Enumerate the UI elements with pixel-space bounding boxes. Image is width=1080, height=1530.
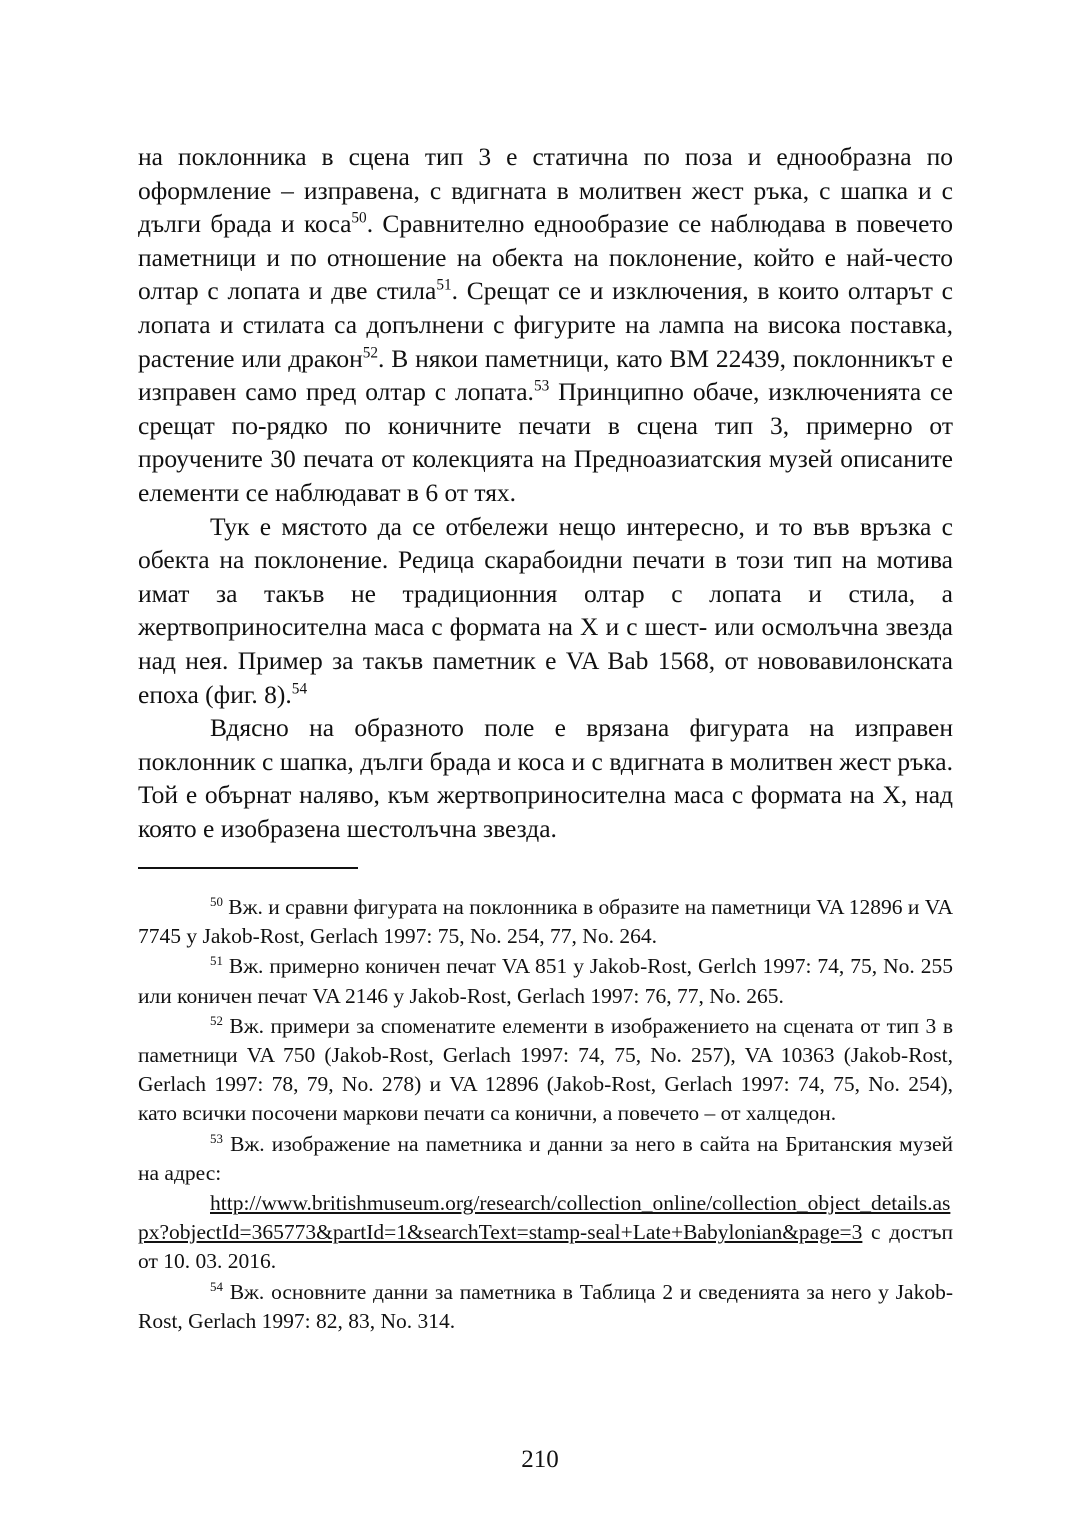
footnote-53 <box>138 1130 953 1188</box>
footnote-text: Вж. примери за споменатите елементи в изображението на сцената от тип 3 в паметници VA 750 (Jakob-Rost, Gerlach 1997: 74, 75, No. 257), VA 10363 (Jakob-Rost, Gerlach 1997: 78, 79, No. 278) и VA 12896 (Jakob-Rost, Gerlach 1997: 74, 75, No. 254), като всички посочени маркови печати са конични, а повечето – от халцедон. <box>138 1013 953 1126</box>
paragraph-1-part-c: . Срещат се и изключения, в които олтарът с лопата и стилата са допълнени с фигурите на лампа на висока поставка, растение или дракон <box>138 276 954 373</box>
paragraph-1-part-b: . Сравнително еднообразие се наблюдава в повечето паметници и по отношение на обекта на поклонение, който е най-често олтар с лопата и две стила <box>138 209 954 306</box>
footnote-number: 52 <box>210 1013 223 1028</box>
main-text <box>138 140 953 845</box>
footnote-ref-50[interactable]: 50 <box>351 209 367 227</box>
page-number: 210 <box>521 1446 559 1473</box>
body-text <box>138 140 953 845</box>
paragraph-2-text: Тук е мястото да се отбележи нещо интересно, и то във връзка с обекта на поклонение. Редица скарабоидни печати в този тип на мотива имат за такъв не традиционния олтар с лопата и стила, а жертвоприносителна маса с формата на Х и с шест- или осмолъчна звезда над нея. Пример за такъв паметник е VA Bab 1568, от нововавилонската епоха (фиг. 8). <box>138 511 953 709</box>
footnote-50 <box>138 893 953 951</box>
access-date: с достъп от 10. 03. 2016. <box>138 1220 953 1274</box>
footnote-52 <box>138 1012 953 1129</box>
footnote-number: 51 <box>210 954 223 969</box>
footnote-53-url <box>138 1189 953 1277</box>
footnote-text: Вж. основните данни за паметника в Таблица 2 и сведенията за него у Jakob-Rost, Gerlach 1997: 82, 83, No. 314. <box>138 1279 953 1333</box>
paragraph-1-part-a: на поклонника в сцена тип 3 е статична по поза и еднообразна по оформление – изправена, с вдигната в молитвен жест ръка, с шапка и с дълги брада и коса <box>138 142 953 239</box>
footnote-text: Вж. и сравни фигурата на поклонника в образите на паметници VA 12896 и VA 7745 у Jakob-Rost, Gerlach 1997: 75, No. 254, 77, No. 264. <box>138 895 953 949</box>
footnote-ref-51[interactable]: 51 <box>436 276 452 294</box>
paragraph-1-part-d: . В някои паметници, като BM 22439, поклонникът е изправен само пред олтар с лопата. <box>138 343 953 407</box>
paragraph-1 <box>138 140 953 510</box>
footnote-number: 53 <box>210 1131 223 1146</box>
footnotes <box>138 893 953 1337</box>
paragraph-2 <box>138 510 953 712</box>
paragraph-1-part-e: Принципно обаче, изключенията се срещат по-рядко по коничните печати в сцена тип 3, примерно от проучените 30 печата от колекцията на Предноазиатския музей описаните елементи се наблюдават в 6 от тях. <box>138 377 953 507</box>
paragraph-3 <box>138 711 953 845</box>
british-museum-link[interactable]: http://www.britishmuseum.org/research/collection_online/collection_object_details.aspx?objectId=365773&partId=1&searchText=stamp-seal+Late+Babylonian&page=3 <box>138 1191 951 1245</box>
footnote-54 <box>138 1278 953 1336</box>
footnote-ref-53[interactable]: 53 <box>533 377 550 395</box>
footnote-text: Вж. примерно коничен печат VA 851 у Jakob-Rost, Gerlch 1997: 74, 75, No. 255 или коничен печат VA 2146 у Jakob-Rost, Gerlach 1997: 76, 77, No. 265. <box>138 954 953 1008</box>
footnote-51 <box>138 952 953 1010</box>
footnote-number: 54 <box>210 1279 223 1294</box>
footnote-ref-52[interactable]: 52 <box>362 344 379 362</box>
footnote-ref-54[interactable]: 54 <box>291 680 308 697</box>
footnote-separator <box>138 867 358 869</box>
footnote-text: Вж. изображение на паметника и данни за него в сайта на Британския музей на адрес: <box>138 1131 953 1185</box>
footnote-number: 50 <box>210 894 223 909</box>
paragraph-3-text: Вдясно на образното поле е врязана фигурата на изправен поклонник с шапка, дълги брада и коса и с вдигната в молитвен жест ръка. Той е обърнат наляво, към жертвоприносителна маса с формата на Х, над която е изобразена шестолъчна звезда. <box>138 713 953 843</box>
